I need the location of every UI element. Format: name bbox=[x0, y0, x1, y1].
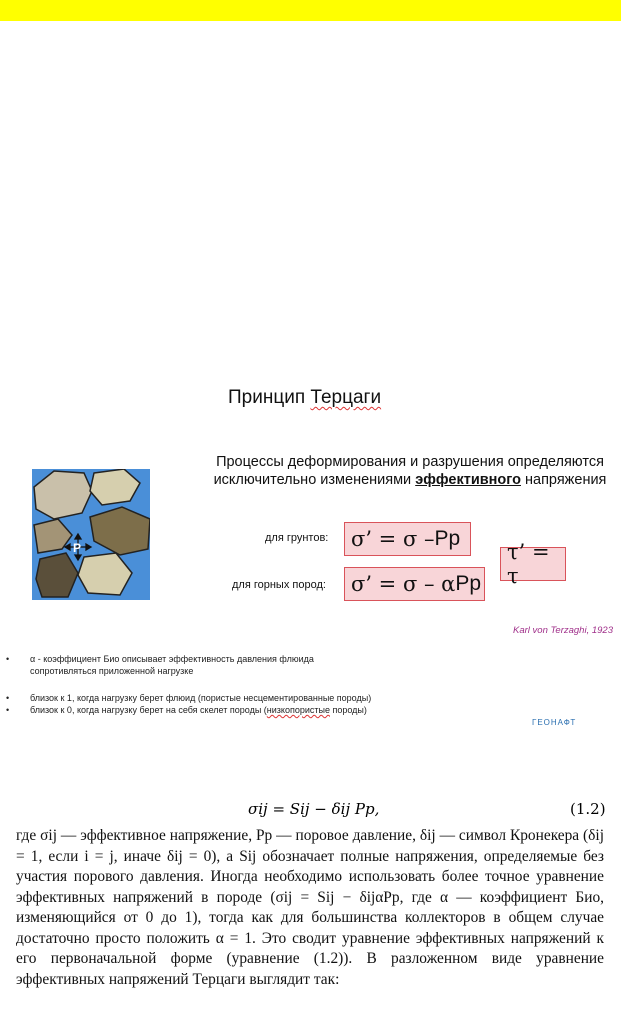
list-item: • α - коэффициент Био описывает эффективность давления флюида сопротивляться приложенной нагрузке bbox=[6, 654, 314, 676]
company-logo: ГЕОНАФТ bbox=[532, 718, 577, 727]
principle-statement: Процессы деформирования и разрушения определяются исключительно изменениями эффективного напряжения bbox=[213, 454, 607, 488]
bullet-list bbox=[6, 653, 446, 716]
author-citation: Karl von Terzaghi, 1923 bbox=[513, 625, 613, 636]
highlight-bar bbox=[0, 0, 621, 21]
shear-equation: τ’ = τ bbox=[500, 547, 566, 581]
list-item: • близок к 0, когда нагрузку берет на себя скелет породы (низкопористые породы) bbox=[6, 705, 367, 715]
slide-title: Принцип Терцаги bbox=[228, 387, 382, 408]
rocks-label: для горных пород: bbox=[232, 579, 326, 591]
pore-pressure-label: P bbox=[73, 541, 82, 555]
pore-grains-illustration bbox=[32, 469, 150, 600]
list-item: • близок к 1, когда нагрузку берет флюид (пористые несцементированные породы) bbox=[6, 693, 372, 703]
equation-number: (1.2) bbox=[570, 800, 606, 818]
body-paragraph: где σij — эффективное напряжение, Pp — поровое давление, δij — символ Кронекера (δij = 1, если i = j, иначе δij = 0), а Sij обозначает полные напряжения, определяемые без участия порового давления. Иногда необходимо использовать более точное уравнение эффективных напряжений в породе (σij = Sij − δijαPp, где α — коэффициент Био, изменяющийся от 0 до 1), тогда как для большинства коллекторов в общем случае достаточно просто положить α = 1. Это сводит уравнение эффективных напряжений к его первоначальной форме (уравнение (1.2)). В разложенном виде уравнение эффективных напряжений Терцаги выглядит так: bbox=[16, 827, 604, 988]
soils-label: для грунтов: bbox=[265, 532, 329, 544]
soils-equation: σ’ = σ – Pp bbox=[344, 522, 471, 556]
effective-stress-equation: σij = Sij − δij Pp, bbox=[248, 800, 380, 818]
rocks-equation: σ’ = σ – α Pp bbox=[344, 567, 485, 601]
